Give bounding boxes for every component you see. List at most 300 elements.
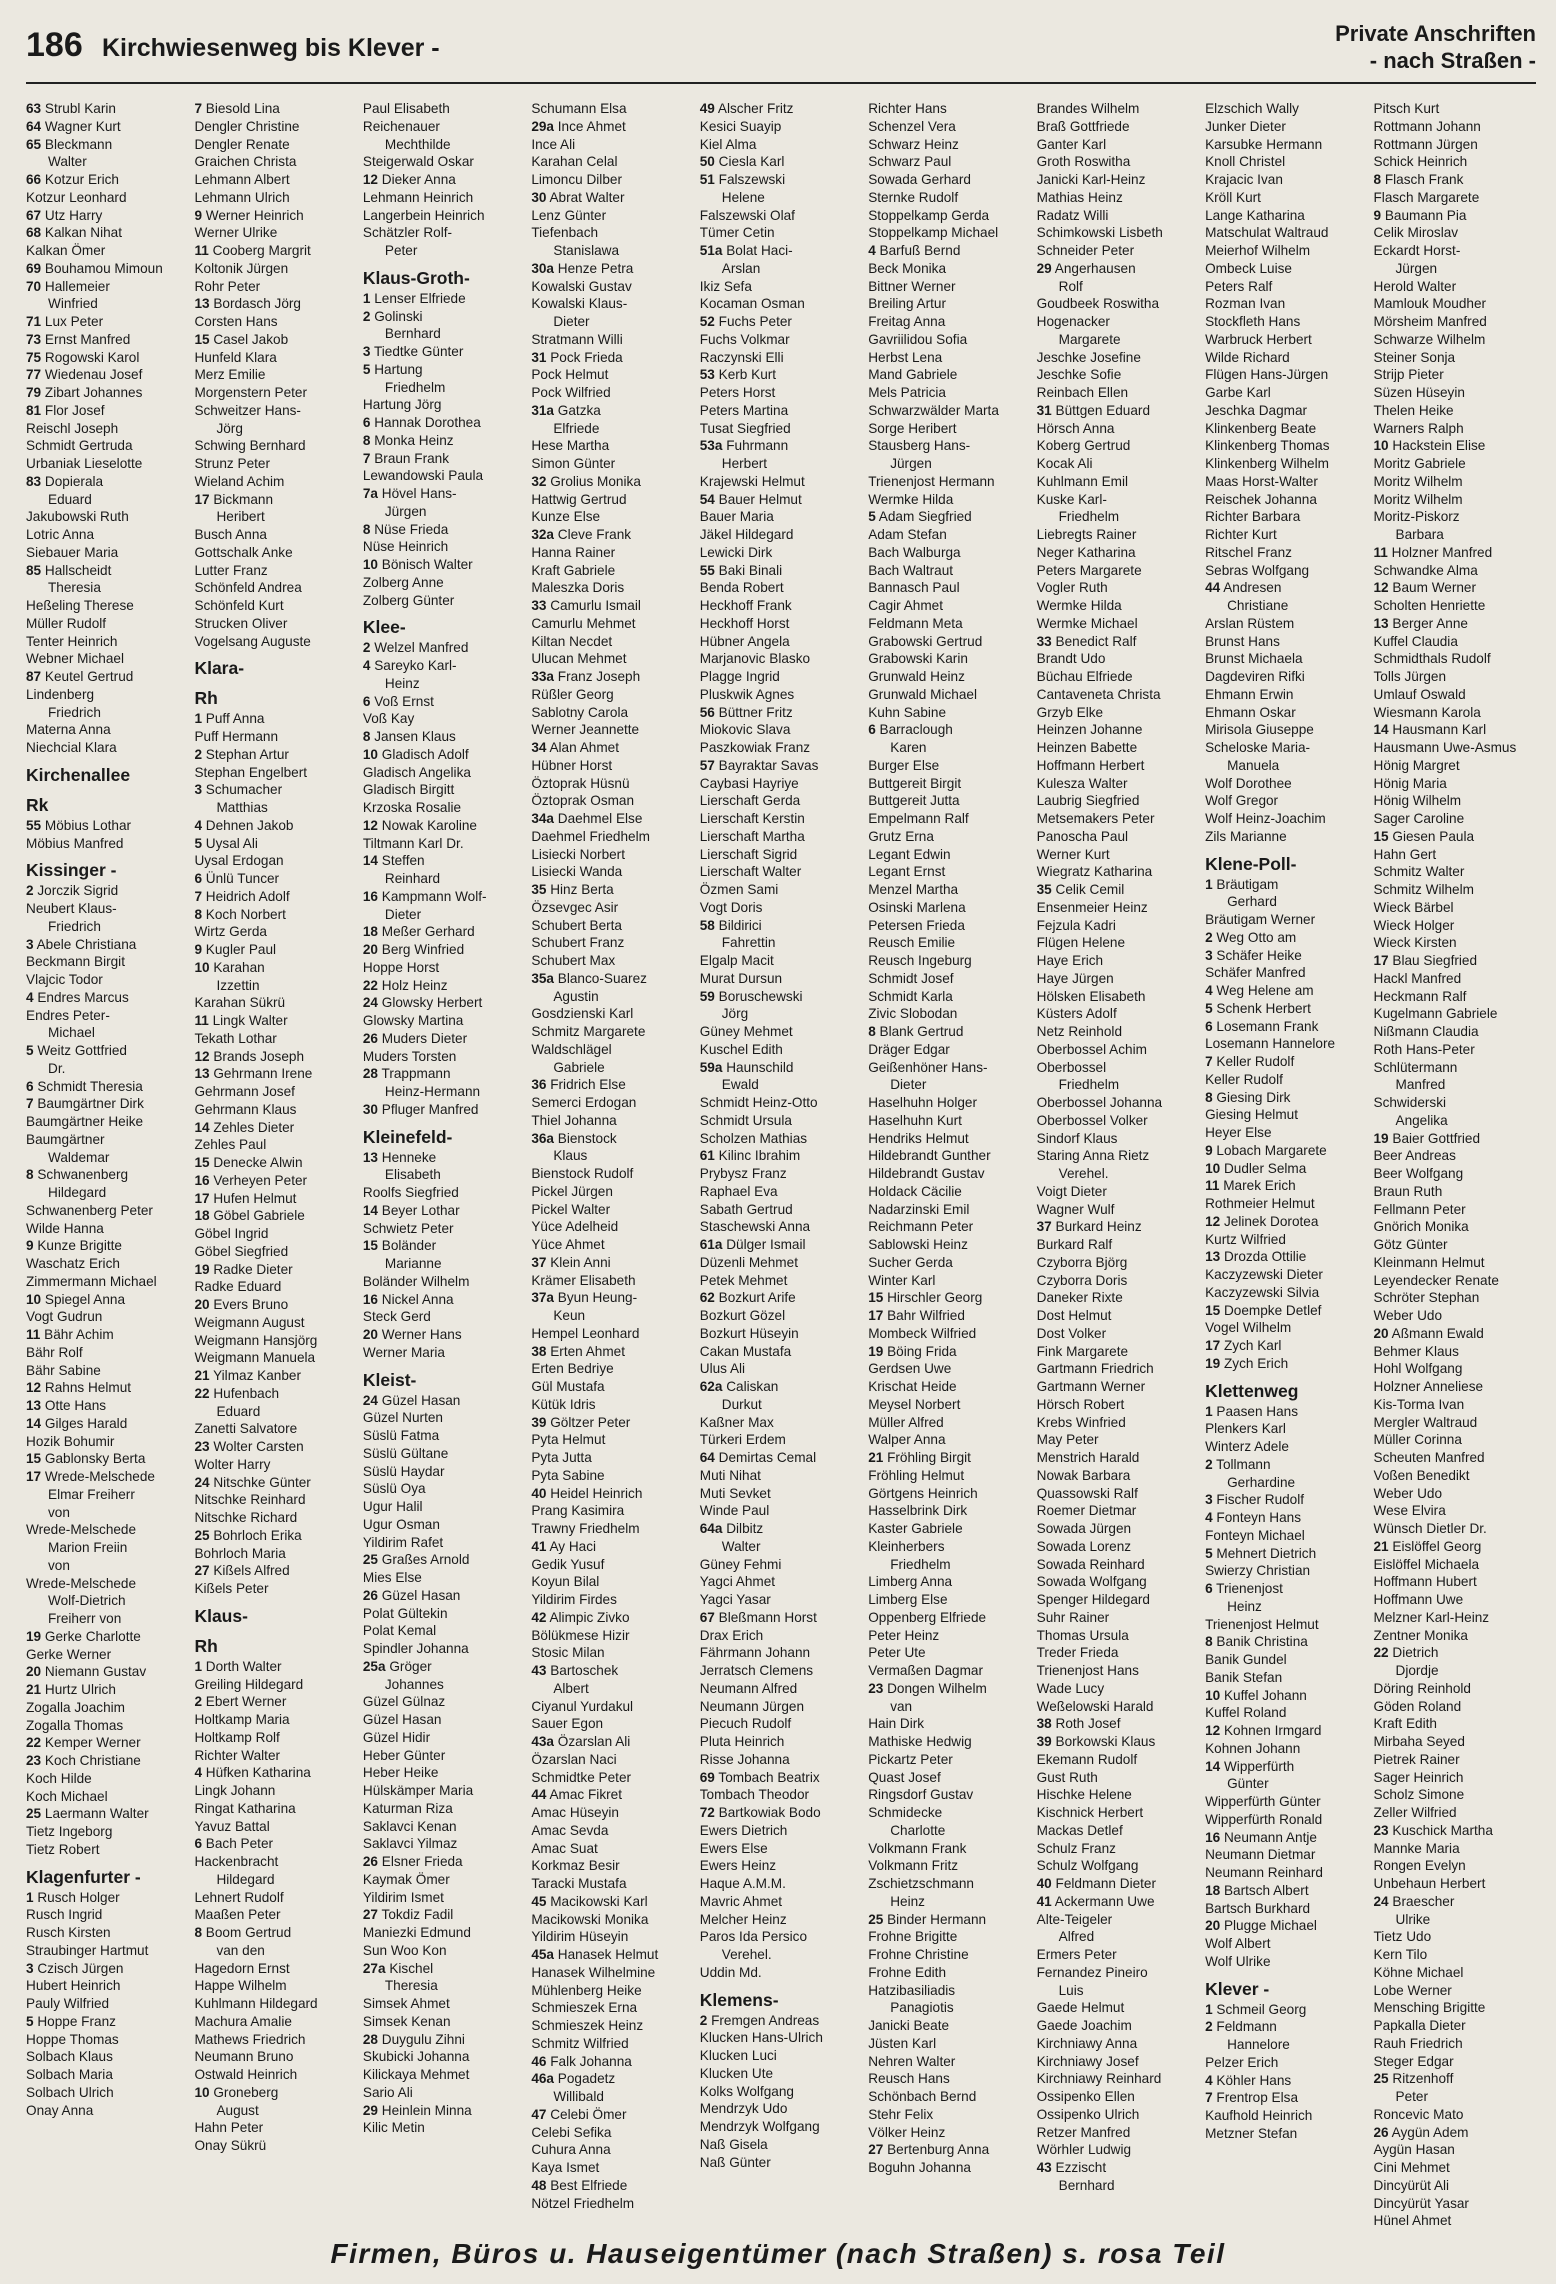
resident-name: Güzel Hasan xyxy=(381,1392,461,1408)
resident-name: Byun Heung- xyxy=(557,1290,638,1306)
house-number: 2 xyxy=(699,2012,708,2028)
resident-entry xyxy=(194,260,362,278)
entry-continuation: Agustin xyxy=(553,988,599,1004)
resident-name: Kunze Brigitte xyxy=(37,1238,122,1254)
resident-name: Papkalla Dieter xyxy=(1373,2018,1466,2033)
entry-continuation: Christiane xyxy=(1227,598,1289,613)
resident-name: Wolf Heinz-Joachim xyxy=(1205,811,1326,826)
resident-name: Schwietz Peter xyxy=(362,1220,454,1236)
resident-name: Haye Erich xyxy=(1036,953,1104,968)
resident-entry xyxy=(531,473,699,491)
resident-entry xyxy=(1374,1201,1542,1219)
resident-name: Amac Hüseyin xyxy=(531,1805,619,1820)
resident-entry xyxy=(1374,1094,1542,1112)
resident-entry xyxy=(700,2065,868,2083)
resident-entry xyxy=(1205,153,1373,171)
resident-entry xyxy=(531,1449,699,1467)
resident-entry xyxy=(868,2035,1036,2053)
resident-entry xyxy=(194,402,362,420)
resident-name: Welzel Manfred xyxy=(374,640,469,656)
resident-entry xyxy=(1374,970,1542,988)
resident-entry xyxy=(1037,118,1205,136)
resident-name: Tietz Udo xyxy=(1373,1929,1432,1945)
resident-entry xyxy=(1037,1449,1205,1467)
resident-entry xyxy=(1374,686,1542,704)
resident-entry xyxy=(531,1201,699,1219)
resident-entry xyxy=(1374,775,1542,793)
resident-entry xyxy=(700,792,868,810)
resident-entry xyxy=(531,828,699,846)
resident-name: Warners Ralph xyxy=(1373,420,1464,436)
resident-name: Werner Ulrike xyxy=(194,225,278,241)
resident-name: Treder Frieda xyxy=(1036,1645,1119,1661)
resident-entry xyxy=(531,2070,699,2088)
resident-name: Werner Maria xyxy=(362,1344,445,1360)
resident-name: Nitschke Reinhard xyxy=(194,1492,306,1508)
resident-name: Peters Horst xyxy=(699,385,776,400)
resident-entry xyxy=(26,1078,194,1096)
resident-entry xyxy=(531,1183,699,1201)
resident-name: Küsters Adolf xyxy=(1036,1006,1117,1022)
resident-entry xyxy=(1037,1289,1205,1307)
resident-entry xyxy=(1205,1438,1373,1456)
resident-name: Schlütermann xyxy=(1373,1059,1458,1075)
resident-entry xyxy=(1037,633,1205,651)
house-number: 51a xyxy=(699,243,723,258)
entry-continuation: Marion Freiin xyxy=(48,1540,128,1555)
house-number: 33 xyxy=(1036,633,1052,649)
resident-name: Winde Paul xyxy=(699,1503,770,1519)
resident-name: Wrede-Melschede xyxy=(26,1522,137,1538)
resident-name: Flasch Margarete xyxy=(1373,189,1480,205)
resident-name: Banik Gundel xyxy=(1205,1652,1287,1667)
house-number: 12 xyxy=(1373,580,1389,596)
resident-name: Risse Johanna xyxy=(699,1751,790,1767)
resident-name: Fonteyn Hans xyxy=(1216,1510,1302,1525)
resident-name: Neumann Bruno xyxy=(194,2049,294,2065)
resident-name: Lierschaft Kerstin xyxy=(699,811,805,826)
house-number: 9 xyxy=(1205,1142,1213,1158)
resident-name: Kotzur Leonhard xyxy=(26,189,127,205)
resident-name: Piecuch Rudolf xyxy=(699,1716,792,1732)
resident-name: Ebert Werner xyxy=(205,1694,287,1710)
resident-name: Hinz Berta xyxy=(550,882,614,897)
resident-entry xyxy=(26,1575,194,1593)
resident-entry xyxy=(1037,1378,1205,1396)
resident-entry xyxy=(531,810,699,828)
resident-name: Burkard Ralf xyxy=(1036,1237,1113,1252)
resident-name: Radke Dieter xyxy=(213,1261,293,1277)
resident-name: Fröhling Helmut xyxy=(868,1467,965,1483)
resident-entry xyxy=(194,923,362,941)
resident-entry xyxy=(26,989,194,1007)
resident-entry xyxy=(700,1715,868,1733)
resident-name: Bach Peter xyxy=(205,1836,274,1852)
house-number: 5 xyxy=(362,361,371,377)
resident-entry xyxy=(1374,1272,1542,1290)
resident-name: Schmeil Georg xyxy=(1216,2001,1307,2017)
resident-entry xyxy=(700,1644,868,1662)
resident-entry xyxy=(700,1165,868,1183)
resident-name: Schulz Franz xyxy=(1036,1840,1116,1856)
house-number: 8 xyxy=(362,729,371,744)
resident-name: Kocak Ali xyxy=(1036,456,1093,471)
resident-name: Dongen Wilhelm xyxy=(887,1680,987,1696)
resident-name: Rothmeier Helmut xyxy=(1205,1196,1315,1211)
resident-name: Schwanenberg Peter xyxy=(26,1202,153,1218)
resident-entry xyxy=(1205,136,1373,154)
resident-name: Hoppe Horst xyxy=(362,959,440,975)
resident-entry xyxy=(26,1942,194,1960)
resident-name: Yavuz Battal xyxy=(194,1818,270,1834)
resident-entry xyxy=(531,295,699,313)
resident-entry xyxy=(1374,1982,1542,2000)
house-number: 4 xyxy=(1205,2072,1213,2088)
resident-entry xyxy=(26,402,194,420)
resident-name: Schönbach Bernd xyxy=(868,2089,977,2104)
street-heading: Kleinefeld- xyxy=(362,1126,453,1147)
resident-entry xyxy=(194,1747,362,1765)
resident-entry xyxy=(363,1445,531,1463)
resident-entry xyxy=(1374,597,1542,615)
resident-name: Hövel Hans- xyxy=(381,486,457,501)
resident-name: Wolf Albert xyxy=(1205,1936,1271,1951)
resident-name: Saklavci Yilmaz xyxy=(362,1836,458,1852)
house-number: 3 xyxy=(362,344,371,359)
resident-name: Drozda Ottilie xyxy=(1223,1249,1307,1265)
resident-entry xyxy=(194,1083,362,1101)
resident-entry xyxy=(868,366,1036,384)
resident-entry xyxy=(26,1433,194,1451)
resident-entry xyxy=(194,189,362,207)
resident-entry xyxy=(194,615,362,633)
resident-entry xyxy=(1374,1538,1542,1556)
resident-entry xyxy=(1374,1502,1542,1520)
resident-entry xyxy=(1374,1130,1542,1148)
resident-name: Herbst Lena xyxy=(868,349,943,365)
resident-entry xyxy=(1037,1130,1205,1148)
house-number: 40 xyxy=(531,1485,547,1501)
resident-entry xyxy=(1205,1160,1373,1178)
resident-name: Wirtz Gerda xyxy=(194,924,267,940)
resident-name: Walper Anna xyxy=(868,1432,946,1448)
resident-entry xyxy=(1374,2017,1542,2035)
resident-entry xyxy=(868,1467,1036,1485)
house-number: 8 xyxy=(362,432,371,448)
resident-entry xyxy=(1374,224,1542,242)
house-number: 67 xyxy=(26,207,42,223)
resident-name: Borkowski Klaus xyxy=(1055,1734,1156,1749)
resident-entry xyxy=(194,579,362,597)
resident-name: Werner Jeannette xyxy=(531,722,640,738)
house-number: 25 xyxy=(868,1911,884,1927)
resident-name: Berg Winfried xyxy=(381,942,465,957)
house-number: 36a xyxy=(531,1130,554,1146)
resident-name: Hackl Manfred xyxy=(1373,970,1462,986)
resident-entry xyxy=(700,899,868,917)
resident-entry xyxy=(363,2119,531,2137)
resident-entry xyxy=(868,881,1036,899)
resident-name: Laubrig Siegfried xyxy=(1036,793,1140,809)
resident-name: Ciyanul Yurdakul xyxy=(531,1698,634,1714)
resident-name: Limoncu Dilber xyxy=(531,172,622,187)
resident-name: Aygün Adem xyxy=(1391,2124,1469,2140)
resident-entry xyxy=(1037,1414,1205,1432)
resident-name: Dopierala xyxy=(44,473,104,489)
resident-name: Webner Michael xyxy=(26,651,124,667)
entry-continuation: Heinz xyxy=(1227,1598,1262,1614)
resident-name: Lewicki Dirk xyxy=(699,544,773,560)
resident-name: Sowada Lorenz xyxy=(1036,1538,1132,1554)
resident-entry xyxy=(363,746,531,764)
house-number: 40 xyxy=(1036,1876,1052,1891)
house-number: 1 xyxy=(26,1889,34,1905)
house-number: 7a xyxy=(362,486,378,501)
house-number: 18 xyxy=(362,924,378,940)
resident-entry xyxy=(363,1693,531,1711)
resident-name: Gerke Charlotte xyxy=(44,1628,141,1644)
resident-entry xyxy=(1037,1059,1205,1077)
resident-name: Petersen Frieda xyxy=(868,917,965,933)
resident-entry xyxy=(194,1924,362,1942)
resident-entry xyxy=(531,1431,699,1449)
resident-entry xyxy=(1037,686,1205,704)
resident-name: Heinzen Babette xyxy=(1036,740,1138,755)
resident-entry xyxy=(1374,313,1542,331)
house-number: 26 xyxy=(1373,2124,1389,2140)
resident-entry xyxy=(868,1769,1036,1787)
resident-entry xyxy=(363,1030,531,1048)
entry-continuation: Hildegard xyxy=(48,1185,107,1200)
resident-entry xyxy=(1037,473,1205,491)
resident-entry xyxy=(363,100,531,118)
resident-entry xyxy=(700,1272,868,1290)
house-number: 26 xyxy=(362,1587,378,1603)
resident-entry xyxy=(531,1751,699,1769)
resident-name: Mathias Heinz xyxy=(1036,189,1123,205)
resident-name: Amac Fikret xyxy=(549,1787,622,1803)
resident-entry xyxy=(1037,1183,1205,1201)
resident-name: Yagci Ahmet xyxy=(699,1574,776,1590)
resident-entry xyxy=(1037,420,1205,438)
resident-entry xyxy=(1205,964,1373,982)
resident-entry xyxy=(1374,1431,1542,1449)
resident-name: Murat Dursun xyxy=(699,970,783,986)
entry-continuation: Elisabeth xyxy=(384,1167,441,1183)
house-number: 17 xyxy=(194,491,210,507)
resident-entry xyxy=(700,775,868,793)
resident-name: Wermke Hilda xyxy=(868,491,954,507)
resident-name: Verheyen Peter xyxy=(213,1172,308,1188)
resident-name: Lenz Günter xyxy=(531,207,607,223)
resident-name: Oberbossel Achim xyxy=(1036,1041,1147,1057)
resident-entry xyxy=(700,1591,868,1609)
resident-name: Kilickaya Mehmet xyxy=(362,2067,470,2082)
resident-entry xyxy=(531,2035,699,2053)
street-heading: Klagenfurter - xyxy=(26,1866,141,1887)
resident-name: Plagge Ingrid xyxy=(699,669,780,684)
resident-entry xyxy=(194,1349,362,1367)
resident-name: Ezzischt xyxy=(1055,2160,1107,2175)
resident-name: Dorth Walter xyxy=(205,1658,282,1674)
house-number: 44 xyxy=(531,1787,547,1803)
resident-name: Zils Marianne xyxy=(1205,828,1287,844)
resident-entry xyxy=(363,1942,531,1960)
house-number: 5 xyxy=(194,835,202,851)
resident-name: Kurtz Wilfried xyxy=(1205,1231,1286,1247)
resident-entry xyxy=(1205,2001,1373,2019)
resident-name: Kaßner Max xyxy=(699,1414,774,1430)
resident-entry xyxy=(26,242,194,260)
resident-name: Sun Woo Kon xyxy=(362,1942,447,1958)
house-number: 49 xyxy=(699,101,715,116)
resident-name: Schubert Berta xyxy=(531,917,622,933)
resident-name: Schmidt Gertruda xyxy=(26,438,133,454)
resident-entry xyxy=(26,739,194,757)
resident-entry xyxy=(868,1005,1036,1023)
resident-name: Jerratsch Clemens xyxy=(699,1663,814,1678)
resident-entry xyxy=(700,952,868,970)
resident-name: Ackermann Uwe xyxy=(1054,1893,1155,1909)
resident-entry xyxy=(1374,2212,1542,2230)
resident-name: Bartsch Burkhard xyxy=(1205,1900,1311,1916)
resident-name: Falszewski Olaf xyxy=(699,207,795,223)
resident-name: Sauer Egon xyxy=(531,1716,604,1732)
resident-entry xyxy=(868,1609,1036,1627)
resident-entry xyxy=(363,538,531,556)
resident-entry xyxy=(700,881,868,899)
resident-entry xyxy=(868,1165,1036,1183)
resident-name: Zentner Monika xyxy=(1373,1627,1468,1643)
resident-entry xyxy=(194,278,362,296)
resident-entry xyxy=(1205,615,1373,633)
entry-continuation: Ulrike xyxy=(1395,1911,1431,1927)
entry-continuation: von xyxy=(48,1504,70,1520)
entry-continuation: von xyxy=(48,1557,70,1573)
house-number: 7 xyxy=(194,101,202,116)
resident-name: Pogadetz xyxy=(557,2071,616,2087)
house-number: 23 xyxy=(194,1439,210,1454)
resident-name: Gavriilidou Sofia xyxy=(868,331,968,347)
resident-name: Busch Anna xyxy=(194,527,267,542)
resident-name: Kuschick Martha xyxy=(1392,1822,1493,1838)
resident-name: Siebauer Maria xyxy=(26,544,119,560)
entry-continuation: Heinz xyxy=(384,675,420,691)
resident-entry xyxy=(1037,1609,1205,1627)
resident-entry xyxy=(363,2048,531,2066)
resident-name: Bozkurt Hüseyin xyxy=(699,1325,799,1341)
resident-name: Solbach Ulrich xyxy=(26,2084,114,2100)
resident-entry xyxy=(868,1875,1036,1893)
resident-entry xyxy=(26,1628,194,1646)
resident-entry xyxy=(194,1527,362,1545)
resident-entry xyxy=(1205,295,1373,313)
resident-entry xyxy=(1037,313,1205,331)
street-heading: Kleist- xyxy=(362,1369,417,1390)
street-heading: Kissinger - xyxy=(26,860,117,881)
resident-entry xyxy=(26,1397,194,1415)
resident-name: Neger Katharina xyxy=(1036,544,1136,560)
house-number: 10 xyxy=(194,959,210,975)
resident-entry xyxy=(194,2066,362,2084)
resident-name: Zimmermann Michael xyxy=(26,1273,157,1289)
resident-entry xyxy=(194,1048,362,1066)
resident-name: Evers Bruno xyxy=(213,1297,289,1312)
resident-name: Metzner Stefan xyxy=(1205,2125,1298,2141)
entry-continuation: Hannelore xyxy=(1227,2037,1290,2052)
street-heading: Klara- xyxy=(194,658,245,679)
house-number: 33 xyxy=(531,598,547,613)
resident-entry xyxy=(363,1534,531,1552)
house-number: 15 xyxy=(194,1155,210,1170)
house-number: 56 xyxy=(699,704,715,720)
resident-name: Stephan Engelbert xyxy=(194,764,308,780)
house-number: 2 xyxy=(26,883,34,899)
resident-name: Reusch Ingeburg xyxy=(868,953,972,968)
resident-entry xyxy=(868,491,1036,509)
resident-entry xyxy=(1205,1687,1373,1705)
house-number: 24 xyxy=(362,1392,378,1408)
resident-entry xyxy=(531,1130,699,1148)
resident-entry xyxy=(1037,224,1205,242)
resident-name: Raczynski Elli xyxy=(699,349,784,365)
resident-entry xyxy=(531,917,699,935)
resident-name: Kilinc Ibrahim xyxy=(718,1148,801,1164)
resident-name: Kuhlmann Hildegard xyxy=(194,1996,318,2011)
resident-name: Banik Stefan xyxy=(1205,1669,1283,1685)
resident-entry xyxy=(363,1202,531,1220)
resident-name: Ernst Manfred xyxy=(44,331,131,347)
house-number: 77 xyxy=(26,367,42,383)
resident-name: Alte-Teigeler xyxy=(1036,1911,1113,1927)
resident-entry xyxy=(531,2106,699,2124)
house-number: 34a xyxy=(531,811,554,826)
resident-name: Schwarz Paul xyxy=(868,154,952,170)
resident-entry xyxy=(531,278,699,296)
house-number: 48 xyxy=(531,2177,547,2193)
resident-entry xyxy=(868,952,1036,970)
resident-entry xyxy=(363,361,531,379)
entry-continuation: Marianne xyxy=(384,1256,442,1271)
resident-name: Baier Gottfried xyxy=(1392,1130,1481,1146)
resident-entry xyxy=(1037,1946,1205,1964)
resident-entry xyxy=(1205,402,1373,420)
resident-name: Hübner Angela xyxy=(699,633,790,649)
resident-name: Yildirim Firdes xyxy=(531,1592,617,1607)
resident-name: Bittner Werner xyxy=(868,278,956,294)
resident-name: Kischel xyxy=(389,1960,434,1976)
resident-entry xyxy=(868,1360,1036,1378)
resident-entry xyxy=(868,1644,1036,1662)
resident-entry xyxy=(1374,2195,1542,2213)
resident-entry xyxy=(1037,1041,1205,1059)
resident-entry xyxy=(363,396,531,414)
resident-name: Gilges Harald xyxy=(44,1415,128,1431)
resident-name: Bleckmann xyxy=(44,136,113,152)
resident-entry xyxy=(1374,757,1542,775)
resident-name: Tietz Robert xyxy=(26,1841,100,1857)
resident-name: Elgalp Macit xyxy=(699,953,774,968)
resident-name: Voßen Benedikt xyxy=(1373,1467,1470,1483)
resident-entry xyxy=(1205,1793,1373,1811)
house-number: 14 xyxy=(194,1119,210,1135)
resident-name: Bräutigam Werner xyxy=(1205,912,1316,927)
resident-name: Janicki Karl-Heinz xyxy=(1036,172,1146,187)
house-number: 14 xyxy=(362,853,378,869)
resident-entry xyxy=(1205,1035,1373,1053)
resident-name: Stosic Milan xyxy=(531,1645,605,1661)
resident-name: Büchau Elfriede xyxy=(1036,669,1133,684)
